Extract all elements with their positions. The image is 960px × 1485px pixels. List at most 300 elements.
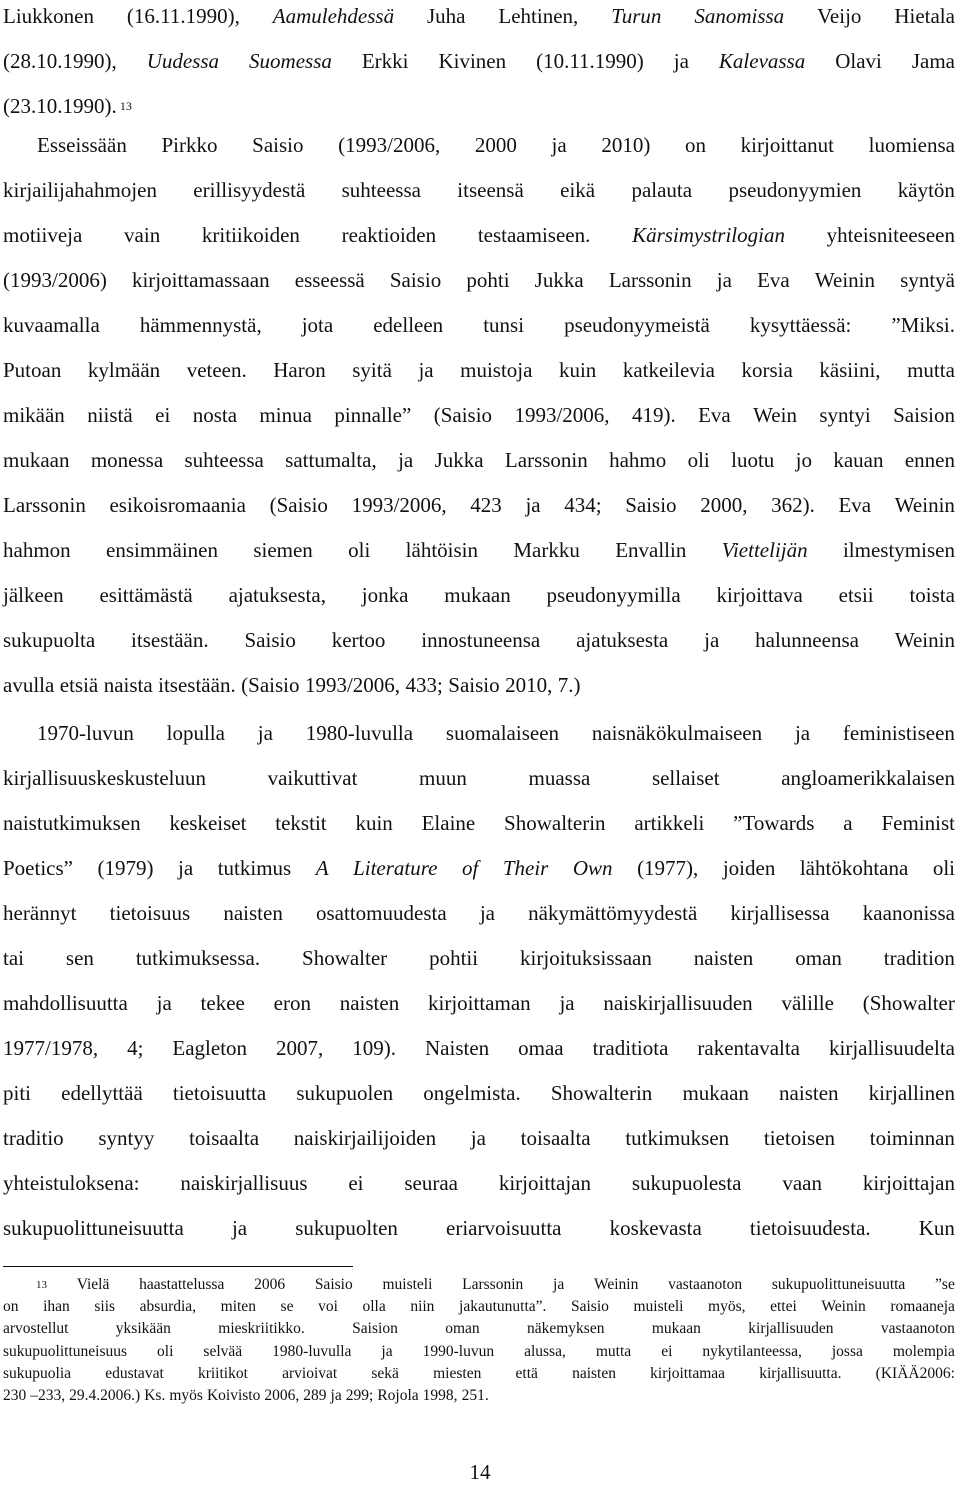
word: Juha <box>427 4 466 28</box>
word: toista <box>909 583 955 607</box>
text-line <box>3 936 955 981</box>
word: kirjoittajan <box>498 1171 591 1195</box>
word: oli <box>687 448 710 472</box>
word: Eva <box>757 268 790 292</box>
word: Showalterin <box>550 1081 653 1105</box>
word: molempia <box>892 1342 955 1360</box>
italic-word: Viettelijän <box>721 538 808 562</box>
word: ongelmista. <box>423 1081 521 1105</box>
word: vaan <box>782 1171 822 1195</box>
word: ei <box>661 1342 673 1360</box>
word: tietoisen <box>763 1126 836 1150</box>
word: (1993/2006) <box>3 268 107 292</box>
word: muisteli <box>633 1298 684 1316</box>
word: kylmään <box>87 358 161 382</box>
text-line <box>3 348 955 393</box>
word: tunsi <box>483 313 525 337</box>
word: Weinin <box>821 1298 866 1316</box>
text-line <box>3 1071 955 1116</box>
word: 289 <box>303 1386 327 1404</box>
word: ”se <box>935 1276 955 1293</box>
word: mukaan <box>3 448 70 472</box>
italic-word: Their <box>502 856 549 880</box>
word: 362). <box>771 493 815 517</box>
word: tradition <box>883 946 955 970</box>
word: Feminist <box>881 811 955 835</box>
text-line <box>3 123 955 168</box>
word: ilmestymisen <box>842 538 955 562</box>
word: kirjallinen <box>868 1081 955 1105</box>
word: syitä <box>352 358 392 382</box>
word: Eagleton <box>172 1036 248 1060</box>
word: (23.10.1990). <box>3 94 117 118</box>
footnote-13 <box>3 1274 955 1407</box>
word: ja <box>418 358 434 382</box>
word: Showalter <box>302 946 388 970</box>
word: ”Towards <box>733 811 815 835</box>
word: lähtökohtana <box>799 856 909 880</box>
word: naiskirjailijoiden <box>293 1126 437 1150</box>
word: oli <box>157 1342 174 1360</box>
word: ja <box>156 991 172 1015</box>
word: vastaanoton <box>880 1320 955 1338</box>
text-line <box>3 1206 955 1251</box>
word: lähtöisin <box>405 538 479 562</box>
text-line <box>3 393 955 438</box>
text-line <box>3 618 955 663</box>
word: käsiini, <box>819 358 881 382</box>
word: veteen. <box>186 358 247 382</box>
word: motiiveja <box>3 223 83 247</box>
word: kaanonissa <box>862 901 955 925</box>
word: nosta <box>192 403 238 427</box>
word: toisaalta <box>520 1126 591 1150</box>
text-line <box>3 801 955 846</box>
word: rakentavalta <box>697 1036 801 1060</box>
word: sukupuolia <box>3 1364 72 1382</box>
word: edelleen <box>373 313 444 337</box>
word: ja <box>470 1126 486 1150</box>
word: sukupuolten <box>295 1216 398 1240</box>
text-line <box>3 663 955 708</box>
word: palauta <box>631 178 693 202</box>
word: 1970-luvun <box>37 721 134 745</box>
word: Weinin <box>814 268 876 292</box>
word: kuvaamalla <box>3 313 100 337</box>
word: myös, <box>708 1298 746 1316</box>
word: Olavi <box>835 49 882 73</box>
word: Koivisto <box>206 1386 261 1404</box>
text-line <box>3 711 955 756</box>
word: (1979) <box>97 856 154 880</box>
word: sukupuolen <box>296 1081 394 1105</box>
word: suhteessa <box>184 448 264 472</box>
text-line <box>3 981 955 1026</box>
word: romaaneja <box>890 1298 955 1316</box>
word: kirjoituksissaan <box>520 946 652 970</box>
word: artikkeli <box>634 811 705 835</box>
text-line <box>3 168 955 213</box>
word: Naisten <box>425 1036 490 1060</box>
word: traditio <box>3 1126 64 1150</box>
word: 423 <box>470 493 502 517</box>
word: arvioivat <box>282 1364 338 1382</box>
word: Eva <box>838 493 872 517</box>
word: kirjoittanut <box>740 133 834 157</box>
word: ja <box>794 721 811 745</box>
word: kriitikot <box>197 1364 248 1382</box>
text-line <box>3 1026 955 1071</box>
word: 230 <box>3 1386 27 1404</box>
word: hahmo <box>609 448 667 472</box>
word: ei <box>348 1171 364 1195</box>
word: suomalaiseen <box>445 721 560 745</box>
word: Pirkko <box>161 133 218 157</box>
word: 1980-luvulla <box>272 1342 352 1360</box>
word: ”Miksi. <box>891 313 955 337</box>
word: pseudonyymilla <box>546 583 681 607</box>
word: ja <box>551 133 567 157</box>
word: traditiota <box>592 1036 669 1060</box>
word: 29.4.2006.) <box>69 1386 141 1404</box>
word: 419). <box>631 403 676 427</box>
word: oman <box>795 946 842 970</box>
word: ja <box>716 268 732 292</box>
word: (28.10.1990), <box>3 49 117 73</box>
word: ja <box>381 1342 393 1360</box>
word: sen <box>65 946 94 970</box>
word: a <box>843 811 853 835</box>
word: 2010) <box>601 133 651 157</box>
word: Eva <box>698 403 731 427</box>
word: sukupuolittuneisuutta <box>3 1216 184 1240</box>
word: (Saisio <box>269 493 328 517</box>
word: pinnalle” <box>334 403 412 427</box>
word: syntyy <box>98 1126 155 1150</box>
word: tietoisuus <box>109 901 191 925</box>
word: mutta <box>595 1342 632 1360</box>
word: (10.11.1990) <box>536 49 644 73</box>
word: 2007, <box>276 1036 324 1060</box>
word: välille <box>781 991 834 1015</box>
word: (1993/2006, <box>338 133 441 157</box>
word: (Showalter <box>862 991 955 1015</box>
word: muassa <box>528 766 591 790</box>
word: Saisio <box>571 1298 609 1316</box>
word: herännyt <box>3 901 77 925</box>
word: jo <box>795 448 812 472</box>
word: erillisyydestä <box>193 178 306 202</box>
word: Saision <box>893 403 955 427</box>
text-line <box>3 1161 955 1206</box>
word: minua <box>259 403 312 427</box>
word: kertoo <box>331 628 386 652</box>
text-line <box>3 213 955 258</box>
word: on <box>685 133 707 157</box>
word: toisaalta <box>189 1126 260 1150</box>
word: Weinin <box>894 493 955 517</box>
word: innostuneensa <box>421 628 541 652</box>
word: Jama <box>911 49 955 73</box>
word: naista <box>103 673 153 697</box>
word: osattomuudesta <box>316 901 447 925</box>
word: naisten <box>223 901 283 925</box>
word: Weinin <box>894 628 955 652</box>
word: (Saisio <box>433 403 493 427</box>
word: naiskirjallisuuden <box>603 991 753 1015</box>
italic-word: Own <box>572 856 613 880</box>
word: hahmon <box>3 538 71 562</box>
word: pseudonyymeistä <box>564 313 710 337</box>
word: 434; <box>564 493 602 517</box>
word: tekstit <box>275 811 327 835</box>
word: naisten <box>779 1081 839 1105</box>
word: sellaiset <box>651 766 720 790</box>
word: avulla <box>3 673 55 697</box>
word: ja <box>479 901 495 925</box>
word: jonka <box>361 583 409 607</box>
footnote-marker: 13 <box>36 1279 47 1291</box>
word: 1993/2006, <box>351 493 447 517</box>
word: vaikuttivat <box>267 766 358 790</box>
word: oli <box>932 856 955 880</box>
word: etsii <box>838 583 874 607</box>
word: vastaanoton <box>668 1276 743 1293</box>
word: Elaine <box>421 811 476 835</box>
word: Kivinen <box>438 49 507 73</box>
word: 109). <box>352 1036 397 1060</box>
word: 4; <box>127 1036 144 1060</box>
word: 2006, <box>264 1386 300 1404</box>
word: Saisio <box>314 1276 353 1293</box>
word: myös <box>169 1386 203 1404</box>
word: kysyttäessä: <box>749 313 852 337</box>
word: mutta <box>907 358 955 382</box>
word: eron <box>273 991 311 1015</box>
paragraph-feminist-criticism <box>3 711 955 1251</box>
word: alussa, <box>524 1342 566 1360</box>
word: syntyä <box>900 268 955 292</box>
word: tietoisuudesta. <box>749 1216 871 1240</box>
italic-word: Uudessa <box>146 49 220 73</box>
text-line <box>3 1385 955 1407</box>
word: Larssonin <box>608 268 692 292</box>
word: kirjoittajan <box>862 1171 955 1195</box>
word: angloamerikkalaisen <box>781 766 955 790</box>
word: seuraa <box>404 1171 458 1195</box>
word: Jukka <box>434 448 484 472</box>
word: 1993/2006, <box>304 673 401 697</box>
word: piti <box>3 1081 32 1105</box>
word: Vielä <box>76 1276 110 1293</box>
paragraph-citations <box>3 0 955 129</box>
word: suhteessa <box>341 178 421 202</box>
word: 1977/1978, <box>3 1036 99 1060</box>
word: pohti <box>466 268 510 292</box>
word: sattumalta, <box>285 448 377 472</box>
word: hämmennystä, <box>139 313 262 337</box>
word: kuin <box>355 811 393 835</box>
word: kuin <box>558 358 597 382</box>
word: (Saisio <box>241 673 300 697</box>
word: luotu <box>731 448 775 472</box>
word: ja <box>257 721 273 745</box>
word: ja <box>231 1216 248 1240</box>
word: Esseissään <box>37 133 127 157</box>
word: korsia <box>741 358 793 382</box>
word: 2000, <box>700 493 748 517</box>
word: mieskriitikko. <box>218 1320 305 1338</box>
word: niin <box>410 1298 435 1316</box>
word: etsiä <box>59 673 99 697</box>
word: –233, <box>30 1386 66 1404</box>
word: miesten <box>433 1364 482 1382</box>
word: haastattelussa <box>139 1276 225 1293</box>
word: yksikään <box>115 1320 171 1338</box>
footnote-separator <box>3 1266 353 1267</box>
word: ja <box>330 1386 342 1404</box>
word: ensimmäinen <box>106 538 218 562</box>
word: kirjallisuutta. <box>759 1364 842 1382</box>
word: käytön <box>897 178 955 202</box>
word: kirjoittamassaan <box>131 268 270 292</box>
word: tutkimuksessa. <box>135 946 261 970</box>
word: halunneensa <box>755 628 859 652</box>
page-number: 14 <box>469 1460 491 1484</box>
word: 2006 <box>254 1276 286 1293</box>
word: itsestään. <box>158 673 236 697</box>
text-line <box>3 846 955 891</box>
text-line <box>3 303 955 348</box>
word: Wein <box>753 403 797 427</box>
word: 1993/2006, <box>514 403 610 427</box>
text-line <box>3 1274 955 1296</box>
text-line <box>3 528 955 573</box>
word: omaa <box>518 1036 564 1060</box>
word: mikään <box>3 403 65 427</box>
word: Showalterin <box>504 811 606 835</box>
word: jälkeen <box>3 583 64 607</box>
word: Kun <box>918 1216 955 1240</box>
word: ja <box>398 448 414 472</box>
word: (1977), <box>637 856 699 880</box>
word: mukaan <box>682 1081 749 1105</box>
word: 1980-luvulla <box>305 721 414 745</box>
word: Larssonin <box>3 493 86 517</box>
word: Larssonin <box>504 448 588 472</box>
word: Haron <box>273 358 326 382</box>
word: sekä <box>371 1364 399 1382</box>
word: luomiensa <box>868 133 955 157</box>
italic-word: Turun <box>611 4 662 28</box>
word: Veijo <box>817 4 862 28</box>
word: naisten <box>339 991 400 1015</box>
word: ja <box>178 856 194 880</box>
word: sukupuolesta <box>631 1171 742 1195</box>
word: muisteli <box>382 1276 433 1293</box>
word: jossa <box>831 1342 863 1360</box>
word: kirjallisuuskeskusteluun <box>3 766 206 790</box>
word: naisten <box>572 1364 616 1382</box>
word: 299; <box>345 1386 374 1404</box>
word: lopulla <box>166 721 225 745</box>
text-line <box>3 438 955 483</box>
word: 2000 <box>474 133 517 157</box>
word: kirjailijahahmojen <box>3 178 157 202</box>
word: Ks. <box>144 1386 166 1404</box>
footnote-marker: 13 <box>119 99 132 113</box>
word: mukaan <box>444 583 511 607</box>
word: tutkimus <box>217 856 292 880</box>
word: (16.11.1990), <box>126 4 240 28</box>
word: muun <box>419 766 467 790</box>
word: koskevasta <box>609 1216 702 1240</box>
text-line <box>3 1116 955 1161</box>
word: testaamiseen. <box>477 223 591 247</box>
text-line <box>3 1341 955 1363</box>
word: Larssonin <box>462 1276 524 1293</box>
word: oli <box>348 538 371 562</box>
word: keskeiset <box>169 811 247 835</box>
word: eikä <box>560 178 596 202</box>
italic-word: Literature <box>353 856 438 880</box>
word: kritiikoiden <box>201 223 300 247</box>
text-line <box>3 756 955 801</box>
word: tietoisuutta <box>172 1081 267 1105</box>
word: Saisio <box>244 628 296 652</box>
word: esittämästä <box>99 583 193 607</box>
italic-word: Kalevassa <box>718 49 806 73</box>
word: ei <box>155 403 171 427</box>
word: ajatuksesta <box>576 628 669 652</box>
word: tekee <box>200 991 245 1015</box>
word: Poetics” <box>3 856 73 880</box>
word: toiminnan <box>869 1126 955 1150</box>
word: eriarvoisuutta <box>446 1216 562 1240</box>
word: arvostellut <box>3 1320 69 1338</box>
text-line <box>3 1296 955 1318</box>
word: mukaan <box>651 1320 701 1338</box>
word: vain <box>124 223 161 247</box>
word: Saisio <box>625 493 677 517</box>
word: tutkimuksen <box>625 1126 730 1150</box>
word: Lehtinen, <box>498 4 579 28</box>
word: nykytilanteessa, <box>702 1342 802 1360</box>
paragraph-saisio-essays <box>3 123 955 708</box>
text-line <box>3 573 955 618</box>
word: ja <box>559 991 575 1015</box>
word: feministiseen <box>842 721 955 745</box>
italic-word: Sanomissa <box>694 4 785 28</box>
word: että <box>515 1364 538 1382</box>
word: 251. <box>461 1386 489 1404</box>
word: Putoan <box>3 358 62 382</box>
word: 1998, <box>422 1386 458 1404</box>
word: ihan <box>43 1298 70 1316</box>
word: ettei <box>770 1298 797 1316</box>
word: ja <box>673 49 689 73</box>
word: Erkki <box>361 49 409 73</box>
word: naisnäkökulmaiseen <box>591 721 763 745</box>
word: itsestään. <box>131 628 209 652</box>
word: Saisio <box>389 268 442 292</box>
text-line <box>3 258 955 303</box>
word: niistä <box>87 403 133 427</box>
word: naiskirjallisuus <box>180 1171 308 1195</box>
word: ja <box>525 493 541 517</box>
word: ja <box>553 1276 565 1293</box>
word: itseensä <box>457 178 524 202</box>
